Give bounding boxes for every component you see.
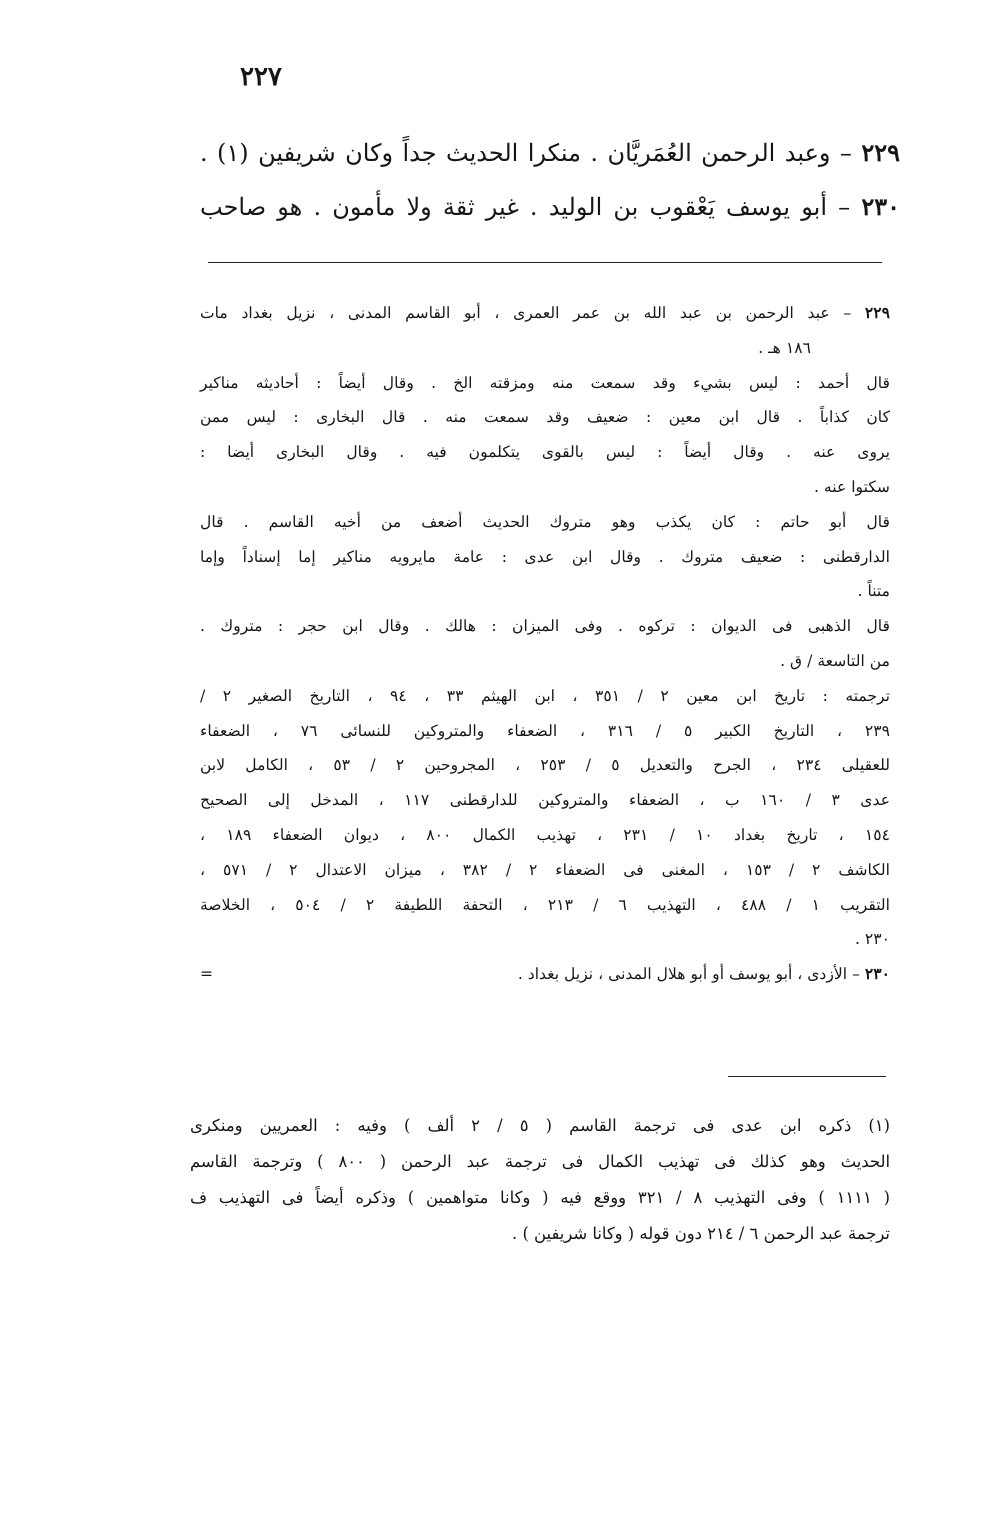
- note-line: ٢٣٩ ، التاريخ الكبير ٥ / ٣١٦ ، الضعفاء والمتروكين للنسائى ٧٦ ، الضعفاء: [200, 721, 890, 740]
- note-line: ترجمته : تاريخ ابن معين ٢ / ٣٥١ ، ابن الهيثم ٣٣ ، ٩٤ ، التاريخ الصغير ٢ /: [200, 686, 891, 705]
- notes-section: [200, 296, 890, 992]
- entry-text: – وعبد الرحمن العُمَريَّان . منكرا الحديث جداً وكان شريفين (١) .: [200, 139, 852, 167]
- note-line: كان كذاباً . قال ابن معين : ضعيف وقد سمعت منه . قال البخارى : ليس ممن: [200, 408, 890, 427]
- note-entry-230-text: [518, 957, 890, 992]
- footnote-line: الحديث وهو كذلك فى تهذيب الكمال فى ترجمة عبد الرحمن ( ٨٠٠ ) وترجمة القاسم: [190, 1152, 890, 1171]
- note-line: الكاشف ٢ / ١٥٣ ، المغنى فى الضعفاء ٢ / ٣٨٢ ، ميزان الاعتدال ٢ / ٥٧١ ،: [200, 860, 890, 879]
- footnote-line: ترجمة عبد الرحمن ٦ / ٢١٤ دون قوله ( وكانا شريفين ) .: [512, 1224, 890, 1243]
- note-line: – عبد الرحمن بن عبد الله بن عمر العمرى ، أبو القاسم المدنى ، نزيل بغداد مات: [200, 304, 852, 322]
- continuation-mark: =: [200, 965, 214, 984]
- entry-number: ٢٢٩: [861, 138, 900, 167]
- note-line: ٢٣٠ .: [854, 930, 890, 949]
- note-line: الدارقطنى : ضعيف متروك . وقال ابن عدى : عامة مايرويه مناكير إما إسناداً وإما: [200, 547, 890, 566]
- note-entry-230: [200, 957, 890, 992]
- entry-number: ٢٣٠: [864, 964, 890, 984]
- entry-number: ٢٣٠: [861, 192, 900, 221]
- note-line: التقريب ١ / ٤٨٨ ، التهذيب ٦ / ٢١٣ ، التحفة اللطيفة ٢ / ٥٠٤ ، الخلاصة: [200, 895, 891, 914]
- note-entry-229-heading: [200, 296, 890, 331]
- note-line: قال أحمد : ليس بشيء وقد سمعت منه ومزقته الخ . وقال أيضاً : أحاديثه مناكير: [200, 373, 890, 392]
- note-line: – الأزدى ، أبو يوسف أو أبو هلال المدنى ، نزيل بغداد .: [517, 965, 860, 984]
- separator-rule: [208, 262, 882, 263]
- footnote-line: (١) ذكره ابن عدى فى ترجمة القاسم ( ٥ / ٢ ألف ) وفيه : العمريين ومنكرى: [190, 1116, 891, 1135]
- note-line: قال أبو حاتم : كان يكذب وهو متروك الحديث أضعف من أخيه القاسم . قال: [200, 512, 890, 531]
- note-line: ١٥٤ ، تاريخ بغداد ١٠ / ٢٣١ ، تهذيب الكمال ٨٠٠ ، ديوان الضعفاء ١٨٩ ،: [200, 825, 890, 844]
- note-line: متناً .: [857, 582, 890, 601]
- note-line: يروى عنه . وقال أيضاً : ليس بالقوى يتكلمون فيه . وقال البخارى أيضا :: [200, 443, 890, 462]
- note-line: قال الذهبى فى الديوان : تركوه . وفى الميزان : هالك . وقال ابن حجر : متروك .: [200, 617, 890, 636]
- note-line: سكتوا عنه .: [813, 477, 890, 496]
- main-text: [200, 126, 900, 234]
- entry-number: ٢٢٩: [864, 303, 890, 322]
- note-line: للعقيلى ٢٣٤ ، الجرح والتعديل ٥ / ٢٥٣ ، المجروحين ٢ / ٥٣ ، الكامل لابن: [200, 756, 890, 775]
- footnotes-section: [190, 1108, 890, 1252]
- entry-text: – أبو يوسف يَعْقوب بن الوليد . غير ثقة ولا مأمون . هو صاحب: [200, 193, 851, 221]
- note-line: عدى ٣ / ١٦٠ ب ، الضعفاء والمتروكين للدارقطنى ١١٧ ، المدخل إلى الصحيح: [200, 791, 891, 810]
- note-line: من التاسعة / ق .: [780, 651, 890, 670]
- main-entry-230: [200, 180, 900, 234]
- main-entry-229: [200, 126, 900, 180]
- page-number: ٢٢٧: [240, 62, 282, 92]
- footnote-line: ( ١١١١ ) وفى التهذيب ٨ / ٣٢١ ووقع فيه ( وكانا متواهمين ) وذكره أيضاً فى التهذيب ف: [190, 1188, 890, 1207]
- footnote-separator-rule: [728, 1076, 886, 1077]
- note-line: ١٨٦ هـ .: [758, 338, 811, 357]
